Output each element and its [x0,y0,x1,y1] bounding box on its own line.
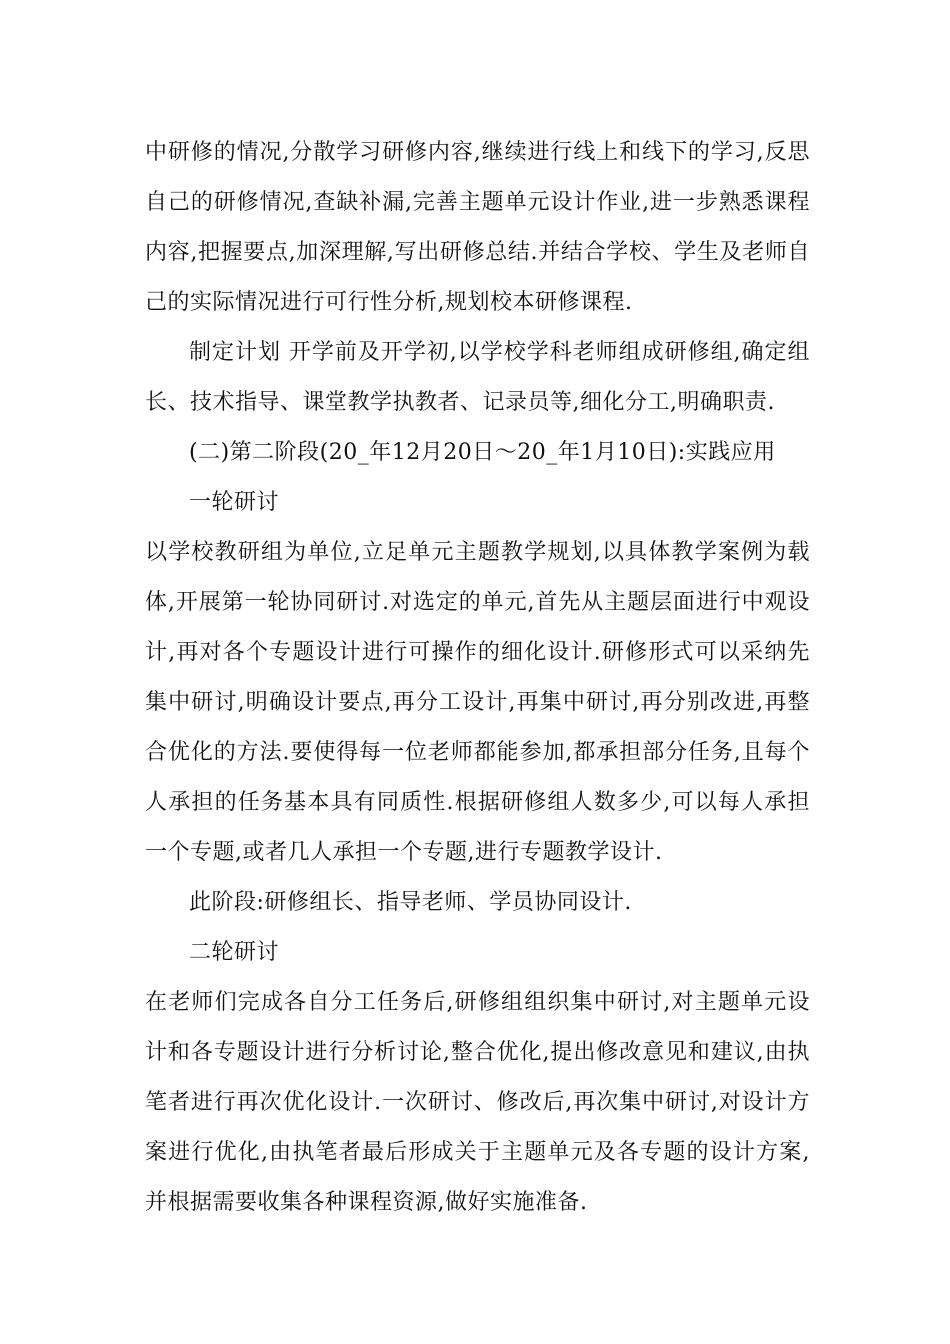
paragraph-second-round: 在老师们完成各自分工任务后,研修组组织集中研讨,对主题单元设计和各专题设计进行分析讨论,整合优化,提出修改意见和建议,由执笔者进行再次优化设计.一次研讨、修改后,再次集中研讨,对设计方案进行优化,由执笔者最后形成关于主题单元及各专题的设计方案,并根据需要收集各种课程资源,做好实施准备. [145,990,810,1215]
paragraph-reflection: 中研修的情况,分散学习研修内容,继续进行线上和线下的学习,反思自己的研修情况,查缺补漏,完善主题单元设计作业,进一步熟悉课程内容,把握要点,加深理解,写出研修总结.并结合学校、学生及老师自己的实际情况进行可行性分析,规划校本研修课程. [145,140,810,315]
document-body [145,128,810,1228]
heading-first-round: 一轮研讨 [189,490,280,515]
paragraph-stage-roles: 此阶段:研修组长、指导老师、学员协同设计. [189,890,632,915]
heading-stage-two: (二)第二阶段(20_年12月20日～20_年1月10日):实践应用 [189,440,776,465]
paragraph-make-plan: 制定计划 开学前及开学初,以学校学科老师组成研修组,确定组长、技术指导、课堂教学执教者、记录员等,细化分工,明确职责. [145,340,810,415]
heading-second-round: 二轮研讨 [189,940,280,965]
paragraph-first-round: 以学校教研组为单位,立足单元主题教学规划,以具体教学案例为载体,开展第一轮协同研讨.对选定的单元,首先从主题层面进行中观设计,再对各个专题设计进行可操作的细化设计.研修形式可以采纳先集中研讨,明确设计要点,再分工设计,再集中研讨,再分别改进,再整合优化的方法.要使得每一位老师都能参加,都承担部分任务,且每个人承担的任务基本具有同质性.根据研修组人数多少,可以每人承担一个专题,或者几人承担一个专题,进行专题教学设计. [145,540,810,865]
